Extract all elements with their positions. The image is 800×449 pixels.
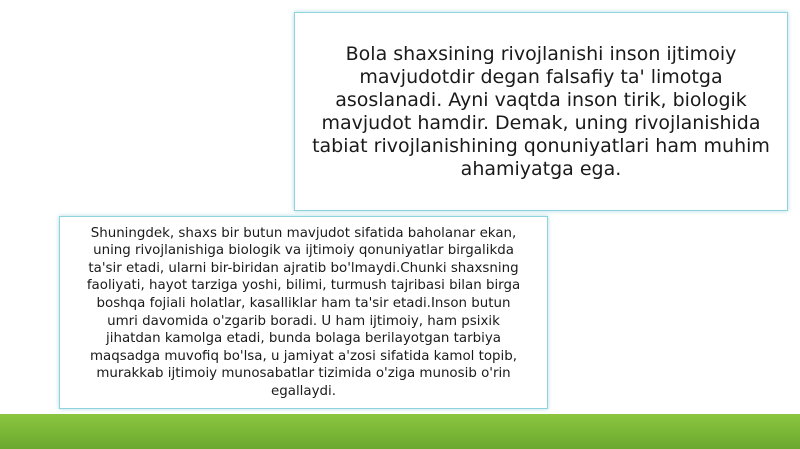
bottom-text-box: [59, 216, 548, 409]
bottom-box-text: Shuningdek, shaxs bir butun mavjudot sifatida baholanar ekan, uning rivojlanishiga biologik va ijtimoiy qonuniyatlar birgalikda ta'sir etadi, ularni bir-biridan ajratib bo'lmaydi.Chunki shaxsning faoliyati, hayot tarziga yoshi, bilimi, turmush tajribasi bilan birga boshqa fojiali holatlar, kasalliklar ham ta'sir etadi.Inson butun umri davomida o'zgarib boradi. U ham ijtimoiy, ham psixik jihatdan kamolga etadi, bunda bolaga berilayotgan tarbiya maqsadga muvofiq bo'lsa, u jamiyat a'zosi sifatida kamol topib, murakkab ijtimoiy munosabatlar tizimida o'ziga munosib o'rin egallaydi.: [86, 225, 521, 399]
top-text-box: [294, 12, 788, 211]
top-box-text: Bola shaxsining rivojlanishi inson ijtimoiy mavjudotdir degan falsafiy ta' limotga asoslanadi. Ayni vaqtda inson tirik, biologik mavjudot hamdir. Demak, uning rivojlanishida tabiat rivojlanishining qonuniyatlari ham muhim ahamiyatga ega.: [312, 42, 770, 180]
footer-bar: [0, 414, 800, 449]
